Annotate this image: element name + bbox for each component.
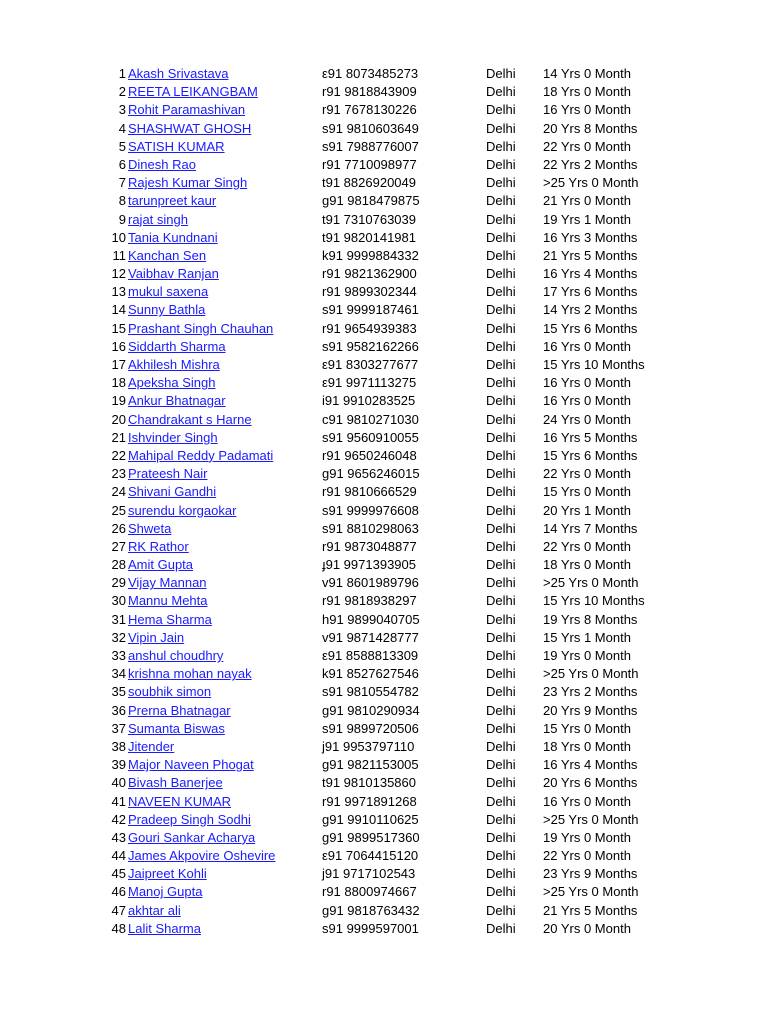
- row-number: 24: [111, 484, 126, 500]
- candidate-name-link[interactable]: anshul choudhry: [128, 648, 224, 663]
- table-row: [0, 538, 768, 556]
- row-number: 39: [111, 757, 126, 773]
- table-row: [0, 483, 768, 501]
- row-number: 19: [111, 393, 126, 409]
- candidate-name-link[interactable]: Gouri Sankar Acharya: [128, 829, 256, 845]
- row-number: 30: [111, 593, 126, 609]
- candidate-name-link[interactable]: Shivani Gandhi: [128, 484, 217, 500]
- candidate-name-link[interactable]: akhtar ali: [128, 902, 181, 918]
- city: Delhi: [486, 484, 516, 500]
- table-row: [0, 847, 768, 865]
- table-row: [0, 411, 768, 429]
- table-row: [0, 774, 768, 792]
- city: Delhi: [486, 611, 516, 627]
- experience: 18 Yrs 0 Month: [543, 738, 631, 754]
- table-row: [0, 829, 768, 847]
- row-number: 25: [111, 502, 126, 518]
- candidate-name-link[interactable]: Akash Srivastava: [128, 66, 229, 81]
- row-number: 23: [111, 466, 126, 482]
- table-row: [0, 174, 768, 192]
- phone-number: s91 9899720506: [322, 720, 419, 736]
- candidate-name-link[interactable]: Prashant Singh Chauhan: [128, 320, 274, 336]
- table-row: [0, 574, 768, 592]
- row-number: 27: [111, 538, 126, 554]
- city: Delhi: [486, 666, 516, 682]
- city: Delhi: [486, 520, 516, 536]
- phone-number: k91 9999884332: [322, 247, 419, 263]
- city: Delhi: [486, 247, 516, 263]
- city: Delhi: [486, 120, 516, 136]
- phone-number: r91 9818938297: [322, 593, 417, 609]
- city: Delhi: [486, 866, 516, 882]
- city: Delhi: [486, 793, 516, 809]
- experience: >25 Yrs 0 Month: [543, 575, 639, 591]
- table-row: [0, 720, 768, 738]
- row-number: 40: [111, 775, 126, 791]
- experience: 22 Yrs 0 Month: [543, 466, 631, 482]
- experience: 20 Yrs 1 Month: [543, 502, 631, 518]
- city: Delhi: [486, 284, 516, 300]
- phone-number: c91 9810271030: [322, 411, 419, 427]
- city: Delhi: [486, 557, 516, 573]
- city: Delhi: [486, 357, 516, 372]
- table-row: [0, 120, 768, 138]
- experience: 14 Yrs 0 Month: [543, 66, 631, 81]
- phone-number: r91 9654939383: [322, 320, 417, 336]
- candidate-name-link[interactable]: Jaipreet Kohli: [128, 866, 207, 882]
- row-number: 21: [111, 429, 126, 445]
- city: Delhi: [486, 338, 516, 354]
- table-row: [0, 247, 768, 265]
- table-row: [0, 738, 768, 756]
- row-number: 35: [111, 684, 126, 700]
- experience: 14 Yrs 2 Months: [543, 302, 638, 318]
- experience: 22 Yrs 2 Months: [543, 156, 638, 172]
- experience: 21 Yrs 5 Months: [543, 902, 638, 918]
- experience: 22 Yrs 0 Month: [543, 848, 631, 864]
- city: Delhi: [486, 66, 516, 81]
- table-row: [0, 447, 768, 465]
- city: Delhi: [486, 593, 516, 609]
- row-number: 11: [112, 247, 126, 263]
- row-number: 6: [118, 156, 126, 172]
- experience: 16 Yrs 0 Month: [543, 338, 631, 354]
- row-number: 32: [111, 629, 126, 645]
- phone-number: s91 9560910055: [322, 429, 419, 445]
- candidate-name-link[interactable]: rajat singh: [128, 211, 188, 227]
- experience: 21 Yrs 5 Months: [543, 247, 638, 263]
- city: Delhi: [486, 575, 516, 591]
- table-row: [0, 611, 768, 629]
- city: Delhi: [486, 920, 516, 936]
- phone-number: ε91 8588813309: [322, 648, 419, 663]
- row-number: 43: [111, 829, 126, 845]
- row-number: 34: [111, 666, 126, 682]
- phone-number: r91 9650246048: [322, 447, 417, 463]
- phone-number: ɟ91 9971393905: [322, 557, 416, 573]
- phone-number: ε91 8303277677: [322, 357, 419, 372]
- row-number: 48: [111, 920, 126, 936]
- candidate-name-link[interactable]: mukul saxena: [128, 284, 209, 300]
- row-number: 38: [111, 738, 126, 754]
- table-row: [0, 356, 768, 374]
- experience: >25 Yrs 0 Month: [543, 884, 639, 900]
- table-row: [0, 520, 768, 538]
- candidate-name-link[interactable]: RK Rathor: [128, 538, 189, 554]
- table-row: [0, 902, 768, 920]
- table-row: [0, 865, 768, 883]
- row-number: 46: [111, 884, 126, 900]
- candidate-name-link[interactable]: Kanchan Sen: [128, 247, 207, 263]
- row-number: 2: [118, 84, 126, 100]
- city: Delhi: [486, 156, 516, 172]
- table-row: [0, 265, 768, 283]
- table-row: [0, 465, 768, 483]
- candidate-name-link[interactable]: Chandrakant s Harne: [128, 411, 252, 427]
- phone-number: t91 8826920049: [322, 175, 416, 191]
- phone-number: s91 9810554782: [322, 684, 419, 700]
- city: Delhi: [486, 447, 516, 463]
- row-number: 47: [111, 902, 126, 918]
- row-number: 33: [111, 648, 126, 663]
- phone-number: r91 9810666529: [322, 484, 417, 500]
- candidate-name-link[interactable]: Prateesh Nair: [128, 466, 208, 482]
- phone-number: ɡ91 9810290934: [322, 702, 420, 718]
- phone-number: ɡ91 9910110625: [322, 811, 419, 827]
- city: Delhi: [486, 648, 516, 663]
- row-number: 41: [111, 793, 126, 809]
- city: Delhi: [486, 757, 516, 773]
- candidate-name-link[interactable]: Dinesh Rao: [128, 156, 196, 172]
- phone-number: ɡ91 9899517360: [322, 829, 420, 845]
- row-number: 8: [118, 193, 126, 209]
- experience: 16 Yrs 3 Months: [543, 229, 638, 245]
- experience: 15 Yrs 1 Month: [543, 629, 631, 645]
- experience: 18 Yrs 0 Month: [543, 557, 631, 573]
- row-number: 1: [118, 66, 126, 81]
- phone-number: ɡ91 9656246015: [322, 466, 420, 482]
- city: Delhi: [486, 829, 516, 845]
- city: Delhi: [486, 502, 516, 518]
- table-row: [0, 192, 768, 210]
- row-number: 9: [118, 211, 126, 227]
- candidate-name-link[interactable]: SHASHWAT GHOSH: [128, 120, 252, 136]
- phone-number: h91 9899040705: [322, 611, 420, 627]
- phone-number: s91 9582162266: [322, 338, 419, 354]
- phone-number: i91 9910283525: [322, 393, 416, 409]
- phone-number: r91 9899302344: [322, 284, 417, 300]
- phone-number: v91 8601989796: [322, 575, 419, 591]
- table-row: [0, 392, 768, 410]
- table-row: [0, 301, 768, 319]
- candidate-name-link[interactable]: krishna mohan nayak: [128, 666, 252, 682]
- candidate-name-link[interactable]: Ishvinder Singh: [128, 429, 218, 445]
- candidate-name-link[interactable]: Pradeep Singh Sodhi: [128, 811, 251, 827]
- experience: 16 Yrs 4 Months: [543, 757, 638, 773]
- row-number: 36: [111, 702, 126, 718]
- table-row: [0, 665, 768, 683]
- experience: 23 Yrs 2 Months: [543, 684, 638, 700]
- table-row: [0, 83, 768, 101]
- experience: 20 Yrs 6 Months: [543, 775, 638, 791]
- table-row: [0, 229, 768, 247]
- candidate-name-link[interactable]: Mahipal Reddy Padamati: [128, 447, 274, 463]
- phone-number: s91 9999597001: [322, 920, 419, 936]
- candidate-name-link[interactable]: Prerna Bhatnagar: [128, 702, 231, 718]
- phone-number: r91 7710098977: [322, 156, 417, 172]
- experience: 24 Yrs 0 Month: [543, 411, 631, 427]
- candidate-name-link[interactable]: Lalit Sharma: [128, 920, 201, 936]
- city: Delhi: [486, 902, 516, 918]
- candidate-name-link[interactable]: Tania Kundnani: [128, 229, 218, 245]
- experience: 19 Yrs 0 Month: [543, 829, 631, 845]
- table-row: [0, 338, 768, 356]
- candidate-name-link[interactable]: Rohit Paramashivan: [128, 102, 246, 118]
- phone-number: k91 8527627546: [322, 666, 419, 682]
- candidate-name-link[interactable]: Mannu Mehta: [128, 593, 208, 609]
- city: Delhi: [486, 375, 516, 391]
- city: Delhi: [486, 775, 516, 791]
- city: Delhi: [486, 429, 516, 445]
- row-number: 20: [111, 411, 126, 427]
- phone-number: s91 9999187461: [322, 302, 419, 318]
- city: Delhi: [486, 811, 516, 827]
- table-row: [0, 374, 768, 392]
- candidate-name-link[interactable]: James Akpovire Oshevire: [128, 848, 276, 864]
- city: Delhi: [486, 538, 516, 554]
- experience: 16 Yrs 0 Month: [543, 793, 631, 809]
- city: Delhi: [486, 320, 516, 336]
- candidate-sheet: [0, 65, 768, 938]
- city: Delhi: [486, 229, 516, 245]
- city: Delhi: [486, 738, 516, 754]
- phone-number: t91 7310763039: [322, 211, 416, 227]
- row-number: 7: [118, 175, 126, 191]
- table-row: [0, 883, 768, 901]
- candidate-name-link[interactable]: Rajesh Kumar Singh: [128, 175, 248, 191]
- experience: 16 Yrs 4 Months: [543, 266, 638, 282]
- city: Delhi: [486, 302, 516, 318]
- experience: 16 Yrs 0 Month: [543, 102, 631, 118]
- experience: >25 Yrs 0 Month: [543, 175, 639, 191]
- row-number: 10: [111, 229, 126, 245]
- experience: 22 Yrs 0 Month: [543, 538, 631, 554]
- experience: 23 Yrs 9 Months: [543, 866, 638, 882]
- row-number: 12: [111, 266, 126, 282]
- table-row: [0, 702, 768, 720]
- candidate-name-link[interactable]: REETA LEIKANGBAM: [128, 84, 258, 100]
- candidate-name-link[interactable]: Vaibhav Ranjan: [128, 266, 219, 282]
- candidate-name-link[interactable]: Shweta: [128, 520, 172, 536]
- candidate-name-link[interactable]: Sumanta Biswas: [128, 720, 225, 736]
- candidate-name-link[interactable]: Apeksha Singh: [128, 375, 216, 391]
- table-row: [0, 211, 768, 229]
- experience: >25 Yrs 0 Month: [543, 811, 639, 827]
- row-number: 28: [111, 557, 126, 573]
- candidate-name-link[interactable]: Major Naveen Phogat: [128, 757, 254, 773]
- city: Delhi: [486, 84, 516, 100]
- phone-number: j91 9717102543: [322, 866, 416, 882]
- candidate-name-link[interactable]: Siddarth Sharma: [128, 338, 226, 354]
- experience: 16 Yrs 0 Month: [543, 393, 631, 409]
- phone-number: s91 9810603649: [322, 120, 419, 136]
- phone-number: t91 9820141981: [322, 229, 416, 245]
- row-number: 16: [111, 338, 126, 354]
- phone-number: r91 9873048877: [322, 538, 417, 554]
- experience: 22 Yrs 0 Month: [543, 138, 631, 154]
- table-row: [0, 429, 768, 447]
- phone-number: s91 9999976608: [322, 502, 419, 518]
- row-number: 17: [111, 357, 126, 372]
- city: Delhi: [486, 193, 516, 209]
- city: Delhi: [486, 629, 516, 645]
- phone-number: t91 9810135860: [322, 775, 416, 791]
- candidate-name-link[interactable]: Bivash Banerjee: [128, 775, 223, 791]
- candidate-name-link[interactable]: Sunny Bathla: [128, 302, 206, 318]
- city: Delhi: [486, 211, 516, 227]
- experience: 21 Yrs 0 Month: [543, 193, 631, 209]
- table-row: [0, 592, 768, 610]
- row-number: 13: [111, 284, 126, 300]
- experience: 20 Yrs 9 Months: [543, 702, 638, 718]
- row-number: 42: [111, 811, 126, 827]
- city: Delhi: [486, 466, 516, 482]
- table-row: [0, 811, 768, 829]
- experience: 15 Yrs 6 Months: [543, 320, 638, 336]
- phone-number: s91 8810298063: [322, 520, 419, 536]
- candidate-name-link[interactable]: Akhilesh Mishra: [128, 357, 220, 372]
- phone-number: ε91 8073485273: [322, 66, 419, 81]
- city: Delhi: [486, 720, 516, 736]
- experience: 14 Yrs 7 Months: [543, 520, 638, 536]
- experience: >25 Yrs 0 Month: [543, 666, 639, 682]
- table-row: [0, 502, 768, 520]
- row-number: 45: [111, 866, 126, 882]
- table-row: [0, 756, 768, 774]
- phone-number: r91 9818843909: [322, 84, 417, 100]
- phone-number: v91 9871428777: [322, 629, 419, 645]
- candidate-name-link[interactable]: Hema Sharma: [128, 611, 212, 627]
- table-row: [0, 683, 768, 701]
- candidate-name-link[interactable]: Manoj Gupta: [128, 884, 203, 900]
- table-row: [0, 138, 768, 156]
- experience: 16 Yrs 0 Month: [543, 375, 631, 391]
- city: Delhi: [486, 102, 516, 118]
- row-number: 4: [118, 120, 126, 136]
- candidate-name-link[interactable]: soubhik simon: [128, 684, 212, 700]
- row-number: 22: [111, 447, 126, 463]
- row-number: 3: [118, 102, 126, 118]
- city: Delhi: [486, 266, 516, 282]
- row-number: 31: [111, 611, 126, 627]
- city: Delhi: [486, 848, 516, 864]
- row-number: 14: [111, 302, 126, 318]
- phone-number: ɡ91 9821153005: [322, 757, 419, 773]
- experience: 19 Yrs 0 Month: [543, 648, 631, 663]
- row-number: 29: [111, 575, 126, 591]
- table-row: [0, 793, 768, 811]
- candidate-name-link[interactable]: SATISH KUMAR: [128, 138, 225, 154]
- phone-number: ε91 9971113275: [322, 375, 417, 391]
- row-number: 15: [111, 320, 126, 336]
- table-row: [0, 647, 768, 665]
- row-number: 18: [111, 375, 126, 391]
- table-row: [0, 556, 768, 574]
- candidate-name-link[interactable]: tarunpreet kaur: [128, 193, 217, 209]
- city: Delhi: [486, 411, 516, 427]
- phone-number: ɡ91 9818479875: [322, 193, 420, 209]
- experience: 19 Yrs 8 Months: [543, 611, 638, 627]
- row-number: 26: [111, 520, 126, 536]
- table-row: [0, 629, 768, 647]
- experience: 15 Yrs 6 Months: [543, 447, 638, 463]
- experience: 15 Yrs 10 Months: [543, 593, 645, 609]
- candidate-name-link[interactable]: Vijay Mannan: [128, 575, 207, 591]
- table-row: [0, 320, 768, 338]
- table-row: [0, 920, 768, 938]
- experience: 18 Yrs 0 Month: [543, 84, 631, 100]
- experience: 20 Yrs 8 Months: [543, 120, 638, 136]
- phone-number: s91 7988776007: [322, 138, 419, 154]
- table-row: [0, 101, 768, 119]
- phone-number: ɡ91 9818763432: [322, 902, 420, 918]
- city: Delhi: [486, 884, 516, 900]
- row-number: 37: [111, 720, 126, 736]
- table-row: [0, 283, 768, 301]
- experience: 15 Yrs 0 Month: [543, 484, 631, 500]
- phone-number: r91 8800974667: [322, 884, 417, 900]
- candidate-name-link[interactable]: surendu korgaokar: [128, 502, 237, 518]
- table-row: [0, 65, 768, 83]
- candidate-name-link[interactable]: Vipin Jain: [128, 629, 185, 645]
- phone-number: r91 7678130226: [322, 102, 417, 118]
- phone-number: j91 9953797110: [322, 738, 415, 754]
- experience: 15 Yrs 0 Month: [543, 720, 631, 736]
- city: Delhi: [486, 393, 516, 409]
- candidate-name-link[interactable]: NAVEEN KUMAR: [128, 793, 232, 809]
- experience: 15 Yrs 10 Months: [543, 357, 645, 372]
- experience: 19 Yrs 1 Month: [543, 211, 631, 227]
- phone-number: r91 9821362900: [322, 266, 417, 282]
- row-number: 44: [111, 848, 126, 864]
- candidate-name-link[interactable]: Jitender: [128, 738, 175, 754]
- city: Delhi: [486, 175, 516, 191]
- city: Delhi: [486, 702, 516, 718]
- candidate-name-link[interactable]: Ankur Bhatnagar: [128, 393, 226, 409]
- phone-number: r91 9971891268: [322, 793, 417, 809]
- row-number: 5: [118, 138, 126, 154]
- experience: 16 Yrs 5 Months: [543, 429, 638, 445]
- candidate-name-link[interactable]: Amit Gupta: [128, 557, 194, 573]
- city: Delhi: [486, 684, 516, 700]
- experience: 17 Yrs 6 Months: [543, 284, 638, 300]
- experience: 20 Yrs 0 Month: [543, 920, 631, 936]
- city: Delhi: [486, 138, 516, 154]
- table-row: [0, 156, 768, 174]
- phone-number: ε91 7064415120: [322, 848, 419, 864]
